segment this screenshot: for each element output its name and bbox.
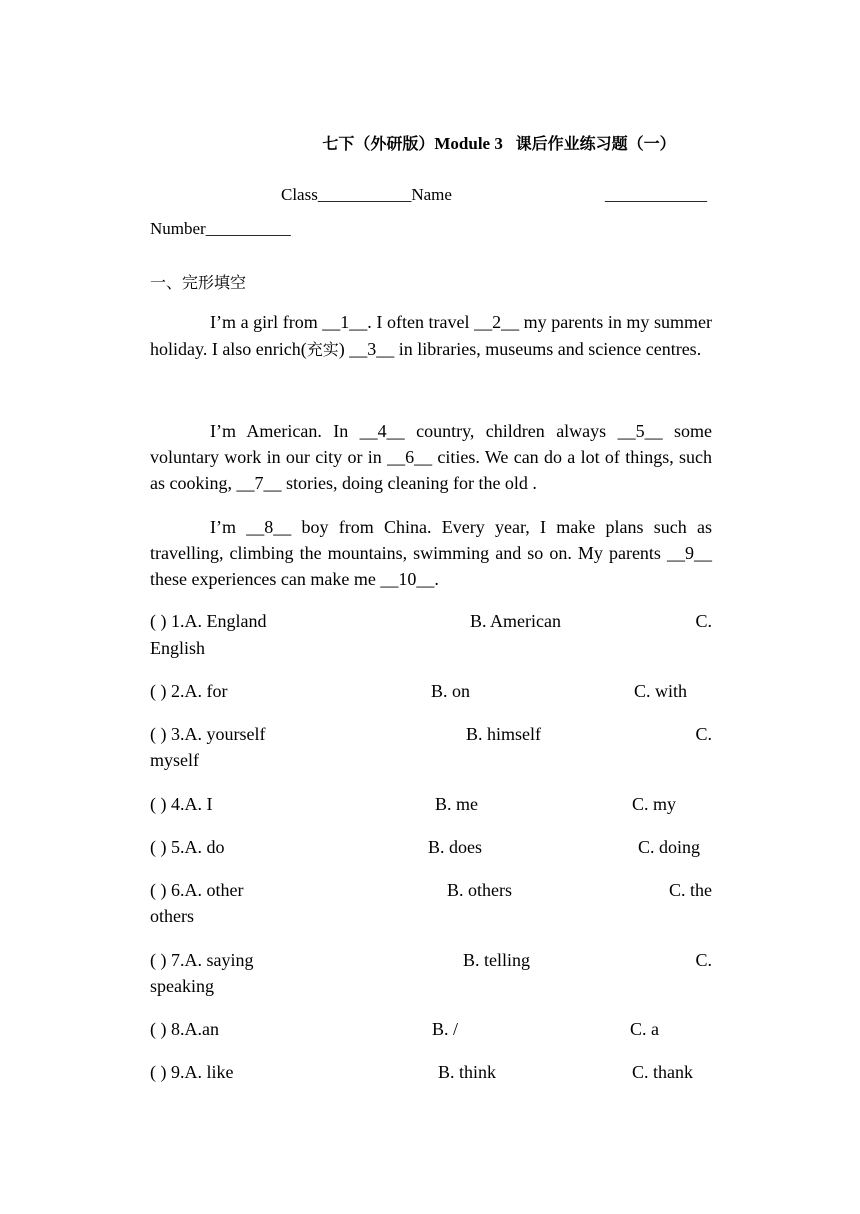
option-b: B. on [431, 681, 471, 701]
option-c: C. doing [638, 837, 701, 857]
question-stem: ( ) 3.A. yourself [150, 724, 266, 744]
class-name-line: Class___________Name [281, 185, 452, 204]
question-2 [150, 681, 712, 708]
question-stem: ( ) 5.A. do [150, 837, 225, 857]
name-blank: ____________ [605, 185, 707, 204]
question-9 [150, 1062, 712, 1089]
question-5 [150, 837, 712, 864]
title-part2: 课后作业练习题（一） [515, 134, 676, 153]
page-title [0, 131, 860, 154]
option-c: C. my [632, 794, 677, 814]
title-module: Module 3 [434, 134, 503, 153]
option-b: B. American [470, 611, 561, 631]
question-stem: ( ) 8.A.an [150, 1019, 219, 1039]
question-stem: ( ) 6.A. other [150, 880, 244, 900]
question-stem: ( ) 9.A. like [150, 1062, 234, 1082]
passage-paragraph-2: I’m American. In __4__ country, children always __5__ some voluntary work in our city or in __6__ cities. We can do a lot of things, such as cooking, __7__ stories, doing cleaning for the old . [150, 421, 712, 493]
question-3 [150, 724, 712, 751]
option-c: C. a [630, 1019, 659, 1039]
question-stem: ( ) 2.A. for [150, 681, 228, 701]
p1-text-a: I’m a girl from __1__. I often travel __2__ my parents in my summer holiday. I also enrich( [150, 312, 712, 359]
option-c: C. with [634, 681, 688, 701]
option-b: B. telling [463, 950, 530, 970]
question-3-wrap: myself [150, 750, 199, 770]
p1-chinese-note: 充实 [306, 340, 339, 359]
option-b: B. / [432, 1019, 459, 1039]
option-b: B. others [447, 880, 512, 900]
option-c: C. [695, 611, 712, 631]
question-stem: ( ) 1.A. England [150, 611, 267, 631]
option-c: C. thank [632, 1062, 693, 1082]
question-4 [150, 794, 712, 821]
question-1-wrap: English [150, 638, 206, 658]
option-c: C. [695, 724, 712, 744]
question-stem: ( ) 4.A. I [150, 794, 213, 814]
question-6-wrap: others [150, 906, 194, 926]
question-6 [150, 880, 712, 907]
option-c: C. the [669, 880, 712, 900]
title-part1: 七下（外研版） [322, 134, 435, 153]
question-8 [150, 1019, 712, 1046]
option-b: B. me [435, 794, 478, 814]
option-c: C. [695, 950, 712, 970]
passage-paragraph-1 [150, 309, 712, 363]
question-7 [150, 950, 712, 977]
option-b: B. does [428, 837, 482, 857]
number-line: Number__________ [150, 219, 291, 238]
passage-paragraph-3: I’m __8__ boy from China. Every year, I make plans such as travelling, climbing the mountains, swimming and so on. My parents __9__ these experiences can make me __10__. [150, 517, 712, 589]
question-stem: ( ) 7.A. saying [150, 950, 254, 970]
option-b: B. think [438, 1062, 497, 1082]
section-heading: 一、完形填空 [150, 273, 247, 292]
option-b: B. himself [466, 724, 541, 744]
p1-text-b: ) __3__ in libraries, museums and science centres. [338, 339, 702, 359]
question-7-wrap: speaking [150, 976, 214, 996]
question-1 [150, 611, 712, 638]
